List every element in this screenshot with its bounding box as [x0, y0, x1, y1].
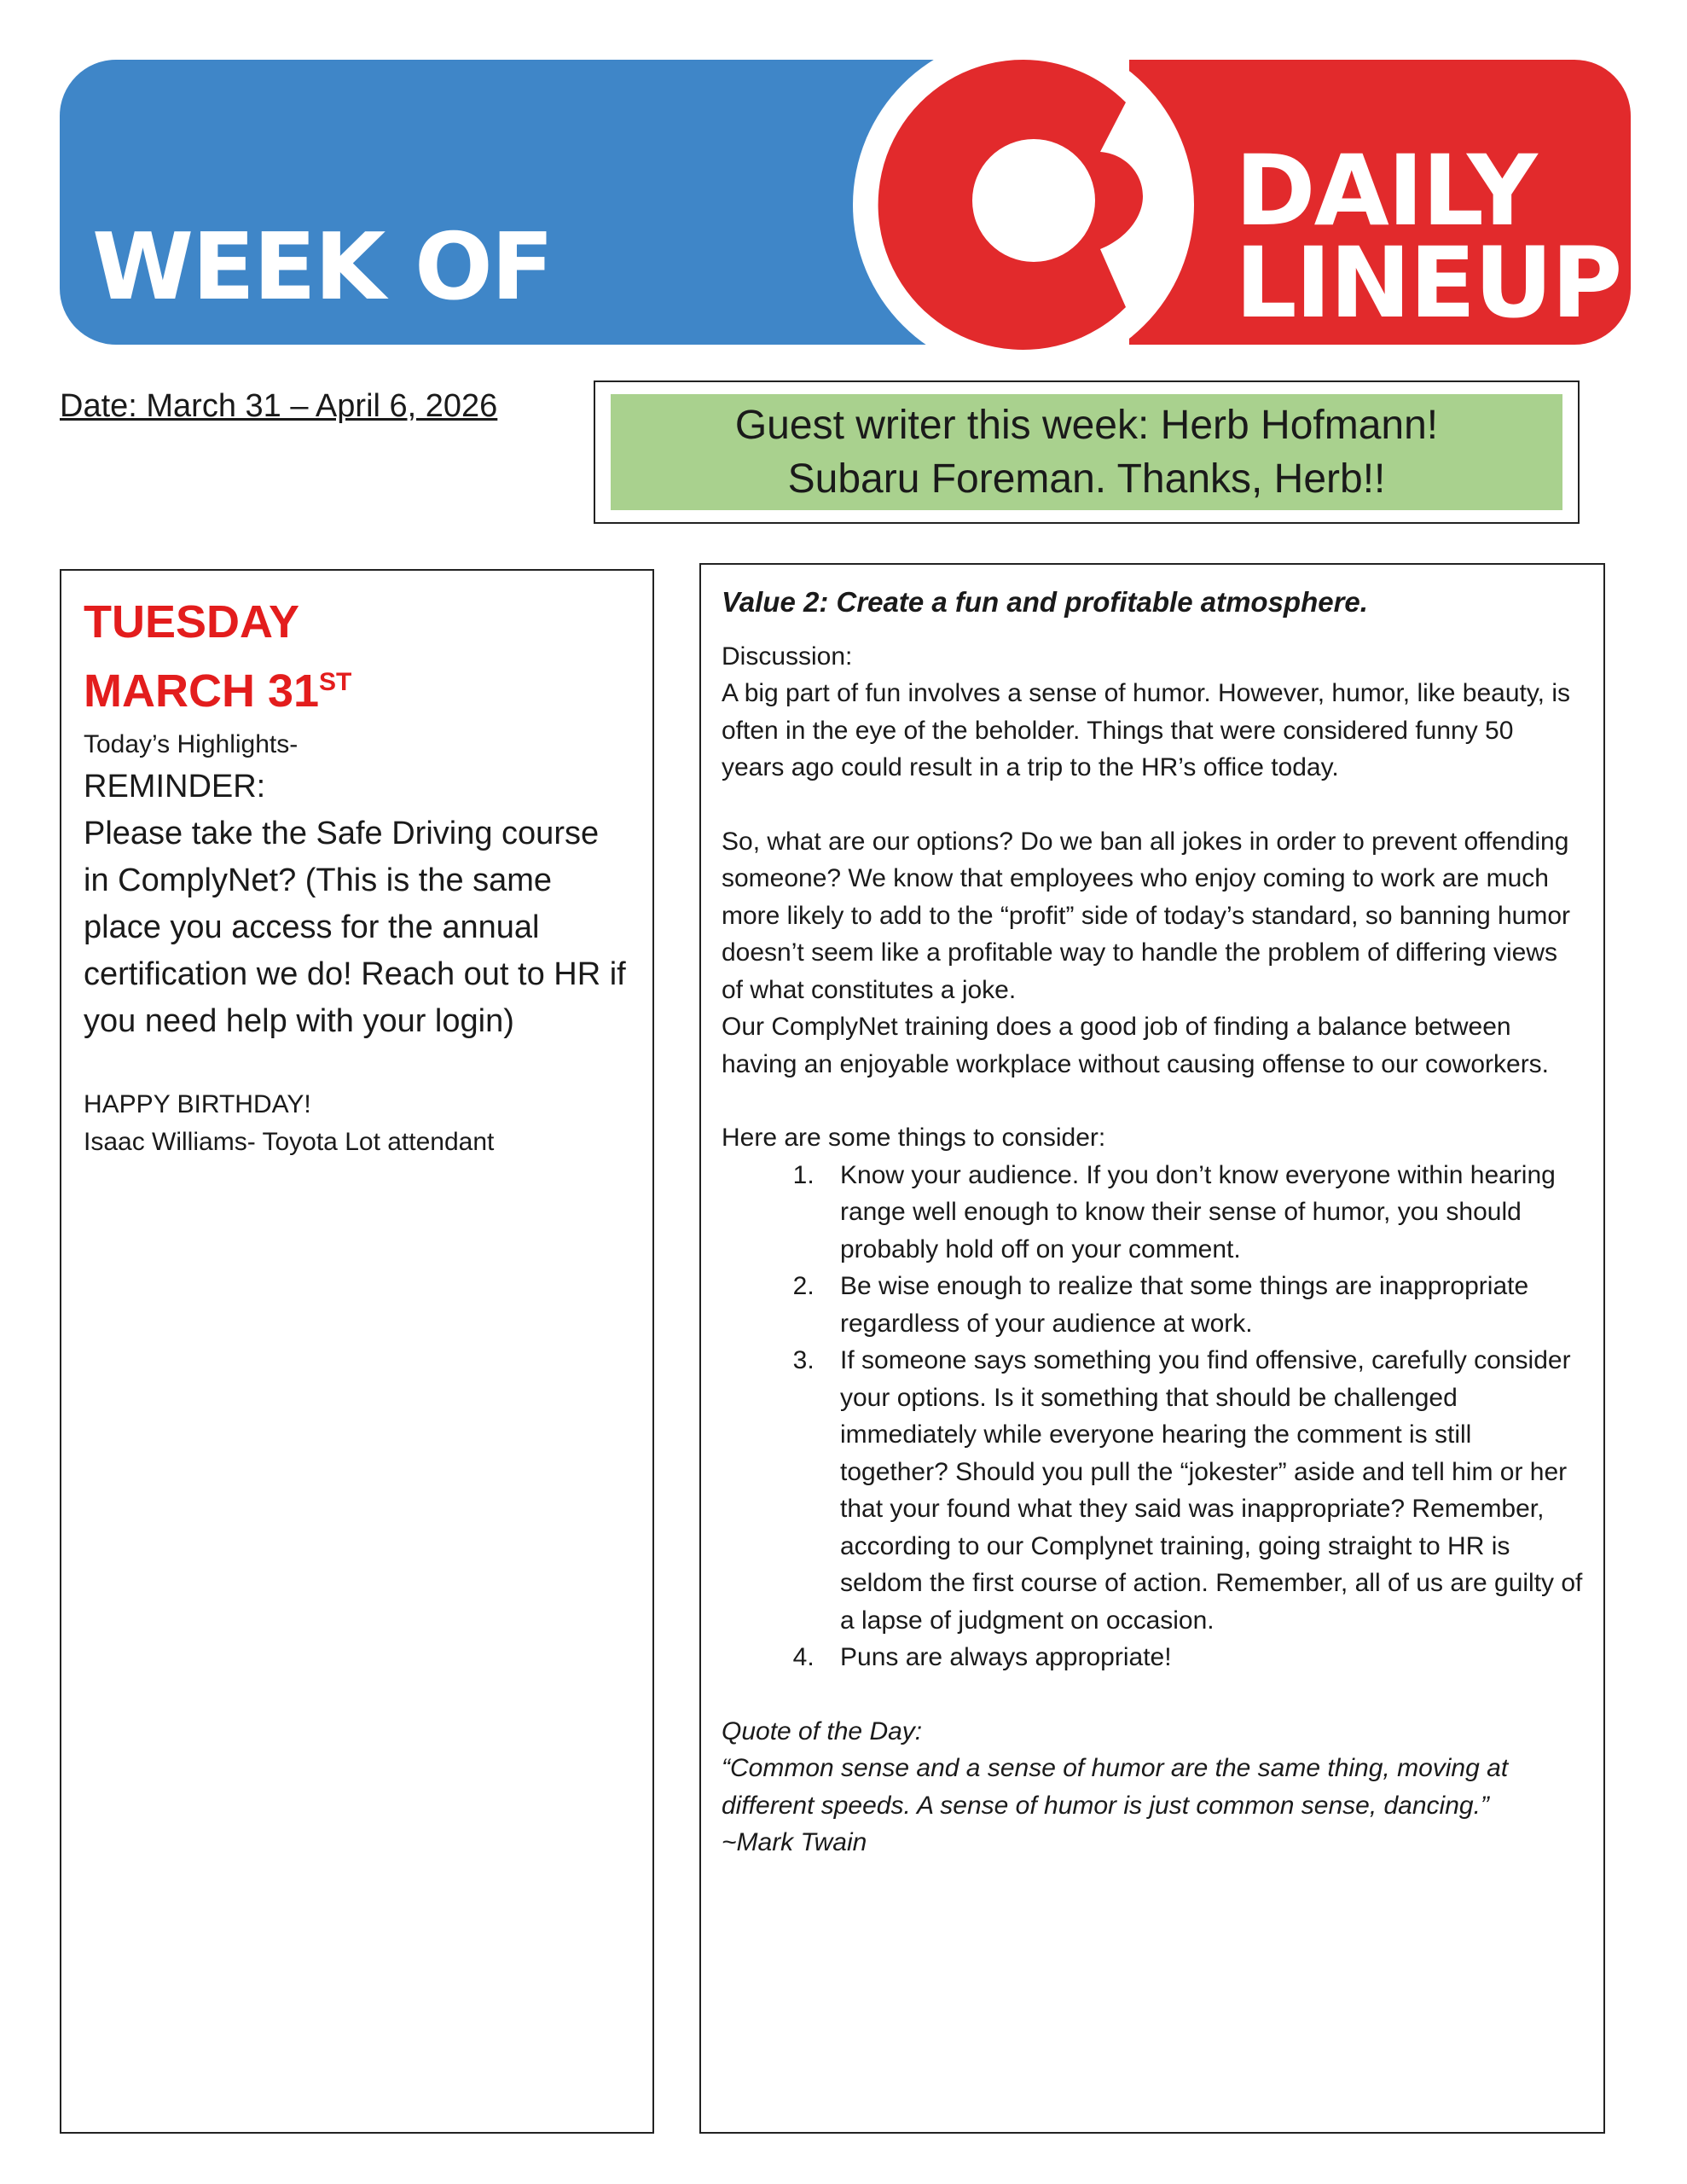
header-banner [60, 60, 1631, 345]
puzzle-logo-icon [844, 26, 1203, 384]
quote-text: “Common sense and a sense of humor are the same thing, moving at different speeds. A sense of humor is just common sense, dancing.” [722, 1754, 1509, 1820]
day-name: TUESDAY [84, 596, 300, 648]
list-item: 2. Be wise enough to realize that some things are inappropriate regardless of your audience at work. [821, 1268, 1583, 1342]
title-line-lineup: LINEUP [1235, 226, 1621, 340]
value-title: Value 2: Create a fun and profitable atmosphere. [722, 586, 1368, 618]
quote-author: ~Mark Twain [722, 1828, 867, 1857]
value-discussion-panel [699, 563, 1605, 2134]
consider-label: Here are some things to consider: [722, 1124, 1106, 1153]
list-item: 1. Know your audience. If you don’t know everyone within hearing range well enough to know their sense of humor, you should probably hold off on your comment. [821, 1157, 1583, 1269]
highlights-label: Today’s Highlights- [84, 730, 299, 758]
guest-writer-banner [611, 394, 1562, 510]
reminder-text: Please take the Safe Driving course in ComplyNet? (This is the same place you access for the annual certification we do! Reach out to HR if you need help with your login) [84, 815, 626, 1039]
quote-label: Quote of the Day: [722, 1716, 923, 1745]
title-line-daily: DAILY [1235, 134, 1536, 247]
birthday-name: Isaac Williams- Toyota Lot attendant [84, 1127, 495, 1156]
considerations-list [722, 1157, 1583, 1676]
list-item: 3. If someone says something you find offensive, carefully consider your options. Is it something that should be challenged immediately while everyone hearing the comment is still together? Should you pull the “jokester” aside and tell him or her that your found what they said was inappropriate? Remember, according to our Complynet training, going straight to HR is seldom the first course of action. Remember, all of us are guilty of a lapse of judgment on occasion. [821, 1342, 1583, 1639]
discussion-paragraph-2: So, what are our options? Do we ban all jokes in order to prevent offending someone? We know that employees who enjoy coming to work are much more likely to add to the “profit” side of today’s standard, so banning humor doesn’t seem like a profitable way to handle the problem of differing views of what constitutes a joke. [722, 827, 1570, 1004]
highlights-panel [60, 569, 654, 2134]
discussion-paragraph-3: Our ComplyNet training does a good job of finding a balance between having an enjoyable workplace without causing offense to our coworkers. [722, 1013, 1550, 1078]
guest-writer-box [594, 380, 1580, 524]
discussion-paragraph-1: A big part of fun involves a sense of humor. However, humor, like beauty, is often in the eye of the beholder. Things that were considered funny 50 years ago could result in a trip to the HR’s office today. [722, 679, 1570, 782]
list-item: 4. Puns are always appropriate! [821, 1639, 1583, 1676]
reminder-label: REMINDER: [84, 768, 266, 804]
day-date [84, 657, 630, 726]
birthday-label: HAPPY BIRTHDAY! [84, 1090, 311, 1119]
discussion-label: Discussion: [722, 642, 853, 671]
week-of-label: WEEK OF [92, 214, 553, 321]
guest-writer-line1: Guest writer this week: Herb Hofmann! [734, 402, 1439, 448]
guest-writer-line2: Subaru Foreman. Thanks, Herb!! [787, 456, 1386, 502]
day-date-suffix: ST [319, 668, 352, 696]
daily-lineup-title [1235, 134, 1621, 340]
day-date-main: MARCH 31 [84, 665, 320, 717]
date-range: Date: March 31 – April 6, 2026 [60, 388, 498, 424]
